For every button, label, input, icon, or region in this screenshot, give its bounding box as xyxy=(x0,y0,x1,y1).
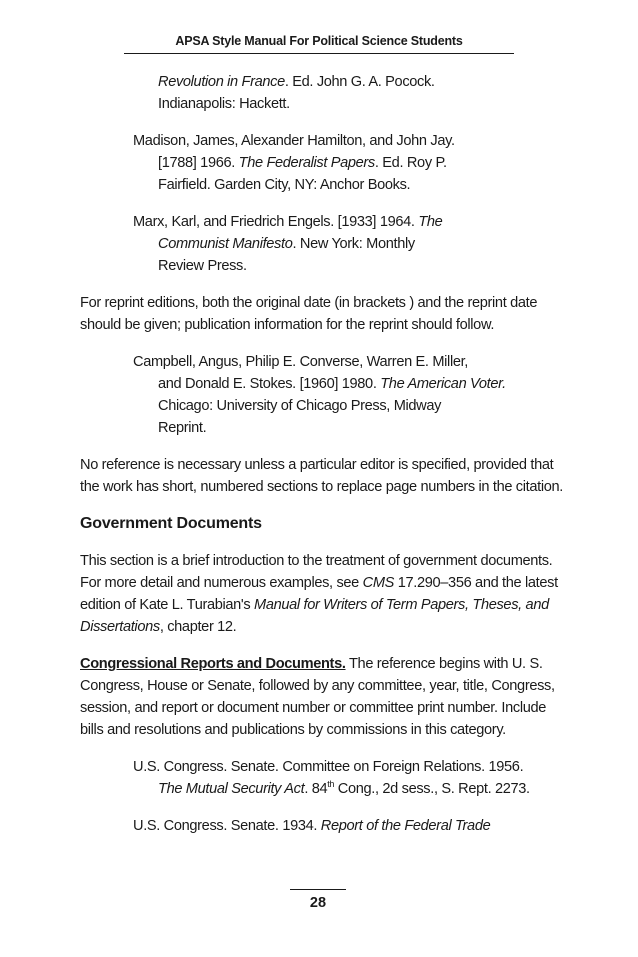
book-title: Manual for Writers of Term Papers, Theses, and Dissertations xyxy=(80,597,549,635)
page-number: 28 xyxy=(309,895,327,911)
reference-line: Review Press. xyxy=(158,258,247,274)
document-title: Report of the Federal Trade xyxy=(320,818,491,834)
reference-text: . New York: Monthly xyxy=(292,236,415,252)
paragraph-text: 17.290–356 and the latest edition of Kate L. Turabian's xyxy=(80,575,558,613)
reference-entry xyxy=(133,130,570,196)
reference-text: . Ed. John G. A. Pocock. xyxy=(284,74,435,90)
body-paragraph: No reference is necessary unless a particular editor is specified, provided that the work has short, numbered sections to replace page numbers in the citation. xyxy=(80,457,563,495)
reference-line: Reprint. xyxy=(158,420,207,436)
reference-line: Indianapolis: Hackett. xyxy=(158,96,290,112)
section-heading: Government Documents xyxy=(80,515,262,532)
book-title: Revolution in France xyxy=(158,74,285,90)
document-title: The Mutual Security Act xyxy=(158,781,305,797)
page-content xyxy=(80,71,570,852)
reference-entry xyxy=(133,211,570,277)
running-header: APSA Style Manual For Political Science Students xyxy=(175,34,463,48)
reference-text: Cong., 2d sess., S. Rept. 2273. xyxy=(334,781,530,797)
header-rule xyxy=(124,53,514,54)
ordinal-suffix: th xyxy=(327,779,335,790)
book-title: The Federalist Papers xyxy=(238,155,375,171)
reference-text: U.S. Congress. Senate. 1934. xyxy=(133,818,321,834)
reference-text: Marx, Karl, and Friedrich Engels. [1933] 1964. xyxy=(133,214,419,230)
reference-line xyxy=(133,152,570,174)
reference-entry xyxy=(133,351,570,439)
cms-abbrev: CMS xyxy=(362,575,395,591)
reference-line: Chicago: University of Chicago Press, Midway xyxy=(158,398,442,414)
reference-text: and Donald E. Stokes. [1960] 1980. xyxy=(158,376,381,392)
reference-line: Campbell, Angus, Philip E. Converse, Warren E. Miller, xyxy=(133,354,469,370)
reference-line xyxy=(158,71,570,93)
paragraph-text: This section is a brief introduction to the treatment of government documents. For more detail and numerous examples, see xyxy=(80,553,553,591)
footer-rule xyxy=(290,889,346,890)
reference-line: U.S. Congress. Senate. Committee on Foreign Relations. 1956. xyxy=(133,759,524,775)
subsection-label: Congressional Reports and Documents. xyxy=(80,656,346,672)
book-title: The American Voter. xyxy=(380,376,506,392)
reference-line xyxy=(133,211,570,233)
body-paragraph: For reprint editions, both the original date (in brackets ) and the reprint date should be given; publication information for the reprint should follow. xyxy=(80,295,538,333)
reference-line: Madison, James, Alexander Hamilton, and John Jay. xyxy=(133,133,455,149)
book-title: Communist Manifesto xyxy=(158,236,293,252)
reference-text: . Ed. Roy P. xyxy=(374,155,447,171)
body-paragraph xyxy=(80,653,570,741)
reference-line: Fairfield. Garden City, NY: Anchor Books. xyxy=(158,177,411,193)
reference-continuation xyxy=(158,71,570,115)
reference-text: . 84 xyxy=(304,781,328,797)
reference-text: [1788] 1966. xyxy=(158,155,239,171)
reference-line xyxy=(133,373,570,395)
paragraph-text: The reference begins with U. S. Congress, House or Senate, followed by any committee, year, title, Congress, session, and report or document number or committee print number. Include bills and resolutions and publications by commissions in this category. xyxy=(80,656,555,738)
body-paragraph xyxy=(80,550,570,638)
reference-entry xyxy=(133,756,570,800)
book-title: The xyxy=(418,214,443,230)
reference-line xyxy=(133,815,570,837)
reference-line xyxy=(133,233,570,255)
reference-line xyxy=(133,778,570,800)
paragraph-text: , chapter 12. xyxy=(159,619,237,635)
reference-entry xyxy=(133,815,570,837)
